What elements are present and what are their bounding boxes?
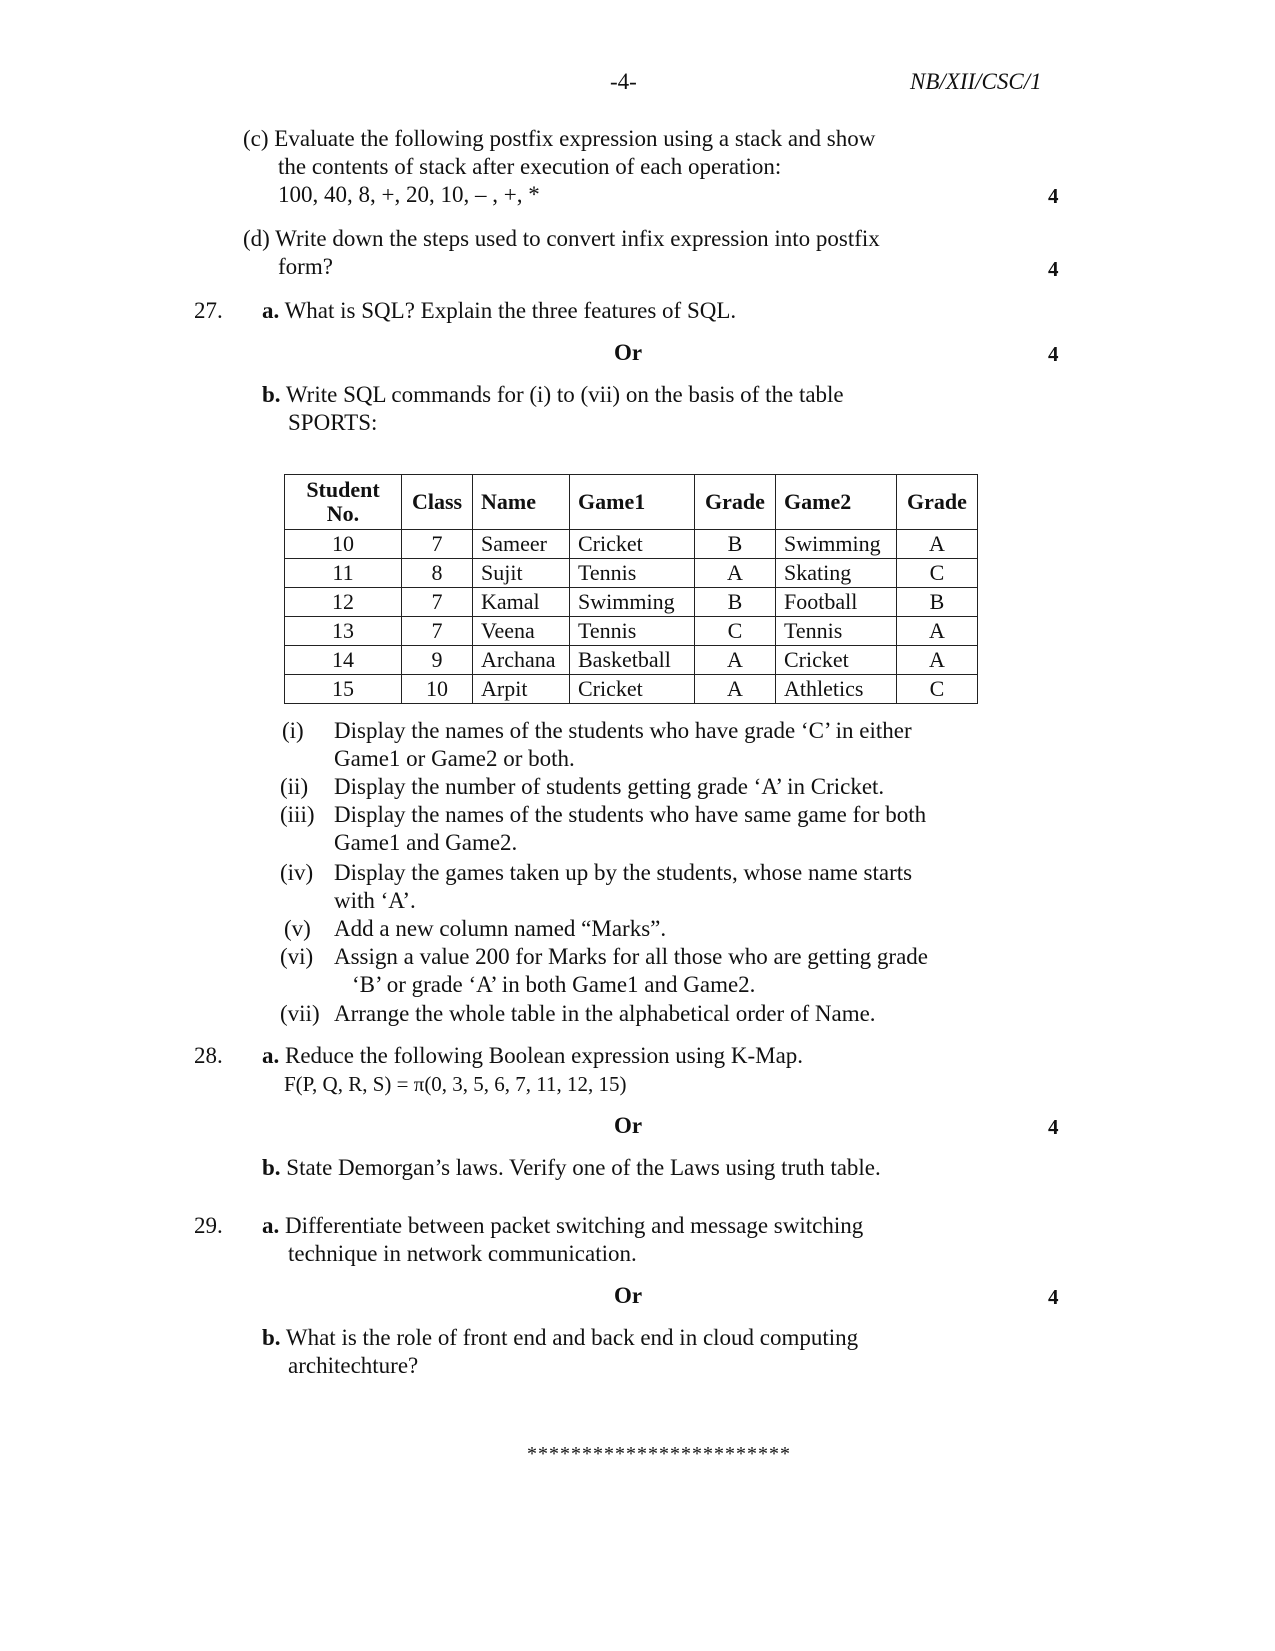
cell: A <box>897 530 978 559</box>
cell: 10 <box>285 530 402 559</box>
item-text: Display the games taken up by the students, whose name starts with ‘A’. <box>334 860 913 913</box>
cell: Athletics <box>776 675 897 704</box>
cell: B <box>695 588 776 617</box>
cell: 13 <box>285 617 402 646</box>
cell: 10 <box>402 675 473 704</box>
q29-marks: 4 <box>1048 1285 1059 1309</box>
cell: C <box>897 559 978 588</box>
page-number: -4- <box>610 69 637 94</box>
q28a-expression: F(P, Q, R, S) = π(0, 3, 5, 6, 7, 11, 12, 15) <box>284 1072 627 1096</box>
cell: Basketball <box>570 646 695 675</box>
cell: B <box>897 588 978 617</box>
q26c-line2: the contents of stack after execution of each operation: <box>278 154 782 179</box>
q27a-question: What is SQL? Explain the three features of SQL. <box>284 298 737 323</box>
item-number: (v) <box>284 916 311 941</box>
item-number: (iv) <box>280 860 314 885</box>
cell: Cricket <box>776 646 897 675</box>
cell: A <box>897 646 978 675</box>
q26c-marks: 4 <box>1048 184 1059 208</box>
q28-number: 28. <box>194 1043 223 1068</box>
q27a-label: a. <box>262 298 280 323</box>
cell: Football <box>776 588 897 617</box>
q27b-line2: SPORTS: <box>288 410 378 435</box>
item-number: (ii) <box>280 774 309 799</box>
q29-number: 29. <box>194 1213 223 1238</box>
cell: 7 <box>402 617 473 646</box>
item-number: (vi) <box>280 944 314 969</box>
cell: Skating <box>776 559 897 588</box>
q29-or: Or <box>614 1283 643 1308</box>
cell: 7 <box>402 530 473 559</box>
q28-marks: 4 <box>1048 1115 1059 1139</box>
cell: A <box>695 675 776 704</box>
q26c-line3: 100, 40, 8, +, 20, 10, – , +, * <box>278 182 540 207</box>
col-name: Name <box>473 475 570 530</box>
col-game2: Game2 <box>776 475 897 530</box>
cell: Tennis <box>570 617 695 646</box>
q26d-line1: (d) Write down the steps used to convert infix expression into postfix <box>243 226 880 251</box>
q29b-line1 <box>262 1324 858 1352</box>
q26d-marks: 4 <box>1048 257 1059 281</box>
table-row <box>285 617 978 646</box>
q28-or: Or <box>614 1113 643 1138</box>
end-stars: ************************ <box>527 1443 791 1465</box>
q29b-question: What is the role of front end and back end in cloud computing <box>285 1325 859 1350</box>
cell: Swimming <box>776 530 897 559</box>
paper-code: NB/XII/CSC/1 <box>910 69 1042 94</box>
cell: 7 <box>402 588 473 617</box>
cell: Tennis <box>776 617 897 646</box>
item-number: (i) <box>282 718 304 743</box>
q27-or: Or <box>614 340 643 365</box>
cell: Sujit <box>473 559 570 588</box>
q27a-text <box>262 297 736 325</box>
q27b-line1 <box>262 381 844 409</box>
q26c-line1: (c) Evaluate the following postfix expression using a stack and show <box>243 126 876 151</box>
table-row <box>285 675 978 704</box>
cell: B <box>695 530 776 559</box>
q28b-label: b. <box>262 1155 281 1180</box>
cell: Arpit <box>473 675 570 704</box>
q29a-question: Differentiate between packet switching and message switching <box>285 1213 864 1238</box>
q28a-label: a. <box>262 1043 280 1068</box>
cell: 14 <box>285 646 402 675</box>
cell: Archana <box>473 646 570 675</box>
q29a-line2: technique in network communication. <box>288 1241 637 1266</box>
q27-marks: 4 <box>1048 342 1059 366</box>
col-grade1: Grade <box>695 475 776 530</box>
col-class: Class <box>402 475 473 530</box>
cell: Tennis <box>570 559 695 588</box>
q28b-text <box>262 1154 881 1182</box>
cell: 15 <box>285 675 402 704</box>
item-text: Display the names of the students who have same game for both Game1 and Game2. <box>334 802 927 855</box>
cell: C <box>897 675 978 704</box>
table-row <box>285 559 978 588</box>
q27b-question: Write SQL commands for (i) to (vii) on the basis of the table <box>285 382 844 407</box>
q29b-label: b. <box>262 1325 281 1350</box>
q27-number: 27. <box>194 298 223 323</box>
item-text: Add a new column named “Marks”. <box>334 916 667 941</box>
cell: A <box>695 646 776 675</box>
cell: A <box>897 617 978 646</box>
cell: C <box>695 617 776 646</box>
cell: Veena <box>473 617 570 646</box>
cell: A <box>695 559 776 588</box>
col-game1: Game1 <box>570 475 695 530</box>
item-text: Arrange the whole table in the alphabetical order of Name. <box>334 1001 876 1026</box>
item-number: (iii) <box>280 802 315 827</box>
cell: Cricket <box>570 675 695 704</box>
table-header-row <box>285 475 978 530</box>
q28b-question: State Demorgan’s laws. Verify one of the Laws using truth table. <box>286 1155 881 1180</box>
table-row <box>285 588 978 617</box>
col-grade2: Grade <box>897 475 978 530</box>
q29a-label: a. <box>262 1213 280 1238</box>
q28a-text <box>262 1042 803 1070</box>
table-row <box>285 646 978 675</box>
item-text: Display the number of students getting grade ‘A’ in Cricket. <box>334 774 885 799</box>
col-student-no: Student No. <box>285 475 402 530</box>
sports-table <box>284 474 978 704</box>
cell: Kamal <box>473 588 570 617</box>
q29b-line2: architechture? <box>288 1353 419 1378</box>
cell: 12 <box>285 588 402 617</box>
q29a-line1 <box>262 1212 863 1240</box>
cell: 11 <box>285 559 402 588</box>
q28a-question: Reduce the following Boolean expression using K-Map. <box>285 1043 804 1068</box>
cell: 8 <box>402 559 473 588</box>
item-text: Assign a value 200 for Marks for all those who are getting grade ‘B’ or grade ‘A’ in both Game1 and Game2. <box>334 944 929 997</box>
cell: Cricket <box>570 530 695 559</box>
cell: Swimming <box>570 588 695 617</box>
q26d-line2: form? <box>278 254 333 279</box>
table-row <box>285 530 978 559</box>
item-number: (vii) <box>280 1001 320 1026</box>
cell: 9 <box>402 646 473 675</box>
cell: Sameer <box>473 530 570 559</box>
q27b-label: b. <box>262 382 281 407</box>
item-text: Display the names of the students who have grade ‘C’ in either Game1 or Game2 or both. <box>334 718 912 771</box>
